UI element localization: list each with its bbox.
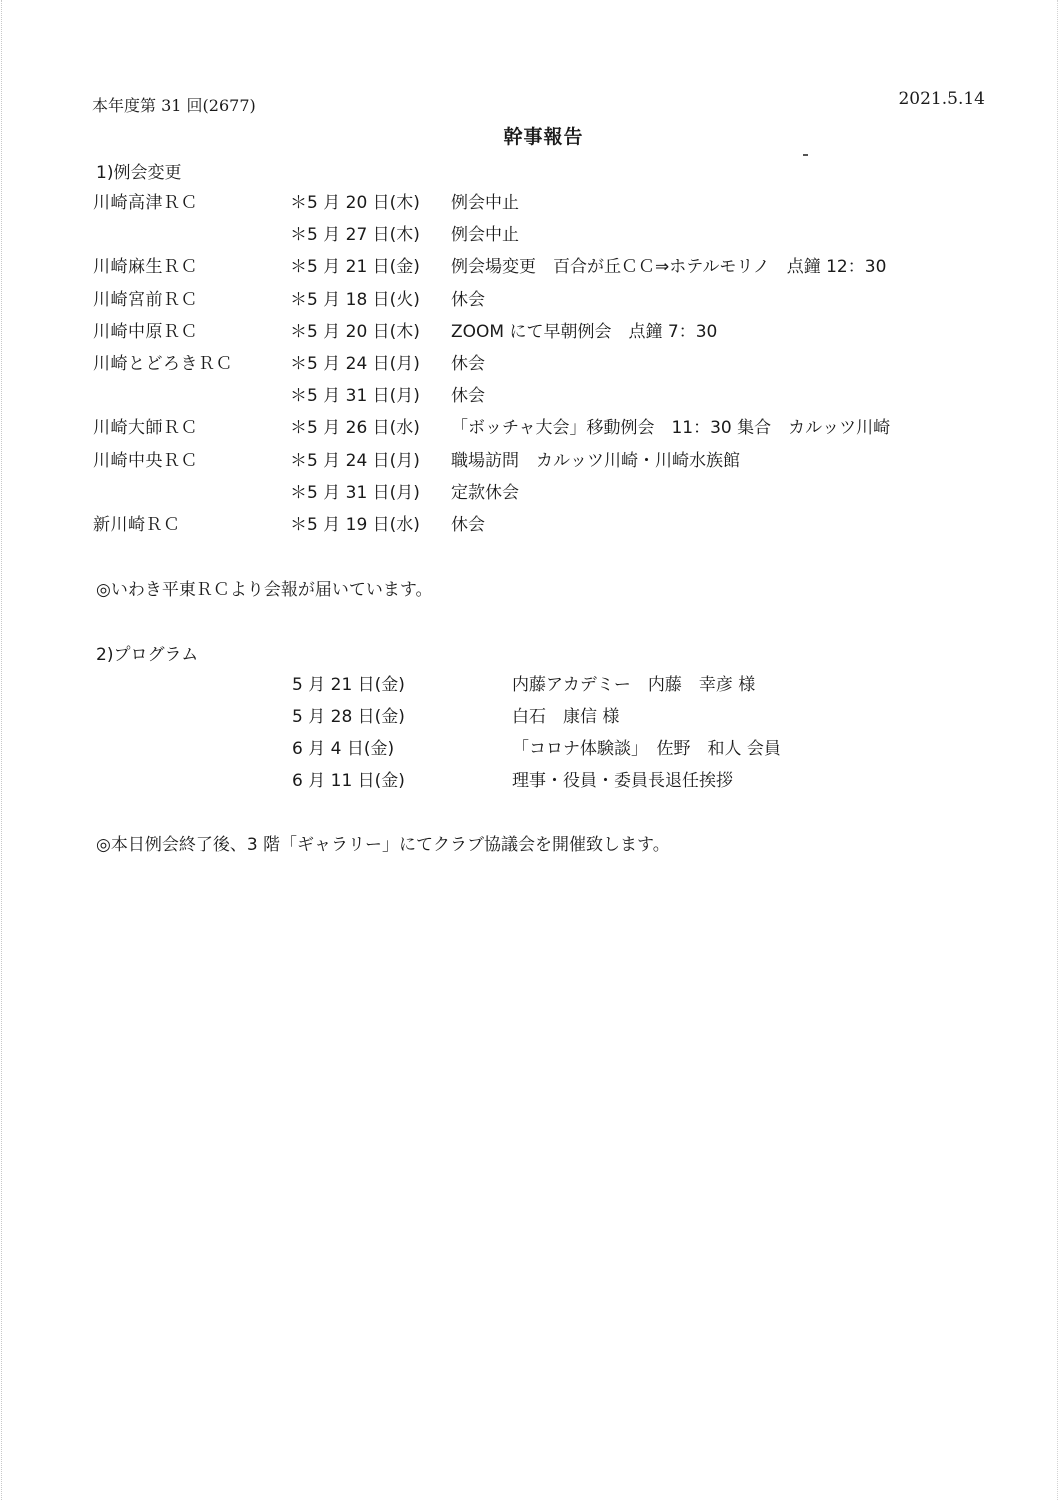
- club-name: 川崎麻生ＲＣ: [93, 257, 198, 277]
- scan-edge-right: [1057, 0, 1059, 1500]
- scan-edge-left: [1, 0, 3, 1500]
- section-heading-program: 2)プログラム: [96, 645, 199, 665]
- report-date: 2021.5.14: [898, 89, 985, 109]
- program-speaker: 理事・役員・委員長退任挨拶: [512, 771, 733, 791]
- page-title: 幹事報告: [503, 126, 584, 148]
- change-description: 定款休会: [451, 483, 519, 503]
- change-description: 例会場変更 百合が丘ＣＣ⇒ホテルモリノ 点鐘 12：30: [451, 257, 887, 277]
- change-date: ＊5 月 26 日(水): [290, 418, 420, 438]
- club-name: 川崎宮前ＲＣ: [93, 290, 198, 310]
- change-description: 「ボッチャ大会」移動例会 11：30 集合 カルッツ川崎: [451, 418, 891, 438]
- change-date: ＊5 月 24 日(月): [290, 451, 420, 471]
- club-name: 川崎中原ＲＣ: [93, 322, 198, 342]
- change-description: 職場訪問 カルッツ川崎・川崎水族館: [451, 451, 740, 471]
- club-name: 新川崎ＲＣ: [93, 515, 181, 535]
- club-council-note: ◎本日例会終了後、3 階「ギャラリー」にてクラブ協議会を開催致します。: [96, 835, 670, 855]
- change-description: 例会中止: [451, 193, 519, 213]
- change-date: ＊5 月 31 日(月): [290, 483, 420, 503]
- change-date: ＊5 月 24 日(月): [290, 354, 420, 374]
- change-description: 休会: [451, 386, 485, 406]
- program-speaker: 「コロナ体験談」 佐野 和人 会員: [512, 739, 781, 759]
- section-heading-meeting-changes: 1)例会変更: [96, 163, 182, 183]
- change-description: 休会: [451, 354, 485, 374]
- change-date: ＊5 月 19 日(水): [290, 515, 420, 535]
- change-date: ＊5 月 20 日(木): [290, 322, 420, 342]
- program-date: 6 月 11 日(金): [292, 771, 405, 791]
- club-name: 川崎中央ＲＣ: [93, 451, 198, 471]
- change-date: ＊5 月 31 日(月): [290, 386, 420, 406]
- program-date: 5 月 28 日(金): [292, 707, 405, 727]
- club-name: 川崎高津ＲＣ: [93, 193, 198, 213]
- change-description: ZOOM にて早朝例会 点鐘 7：30: [451, 322, 718, 342]
- newsletter-note: ◎いわき平東ＲＣより会報が届いています。: [96, 580, 433, 600]
- club-name: 川崎大師ＲＣ: [93, 418, 198, 438]
- change-description: 例会中止: [451, 225, 519, 245]
- change-date: ＊5 月 20 日(木): [290, 193, 420, 213]
- program-date: 5 月 21 日(金): [292, 675, 405, 695]
- program-speaker: 内藤アカデミー 内藤 幸彦 様: [512, 675, 756, 695]
- club-name: 川崎とどろきＲＣ: [93, 354, 233, 374]
- program-date: 6 月 4 日(金): [292, 739, 395, 759]
- change-date: ＊5 月 27 日(木): [290, 225, 420, 245]
- meeting-number: 本年度第 31 回(2677): [92, 96, 256, 115]
- scan-speck: [803, 154, 808, 156]
- change-date: ＊5 月 21 日(金): [290, 257, 420, 277]
- change-description: 休会: [451, 290, 485, 310]
- program-speaker: 白石 康信 様: [512, 707, 620, 727]
- change-date: ＊5 月 18 日(火): [290, 290, 420, 310]
- change-description: 休会: [451, 515, 485, 535]
